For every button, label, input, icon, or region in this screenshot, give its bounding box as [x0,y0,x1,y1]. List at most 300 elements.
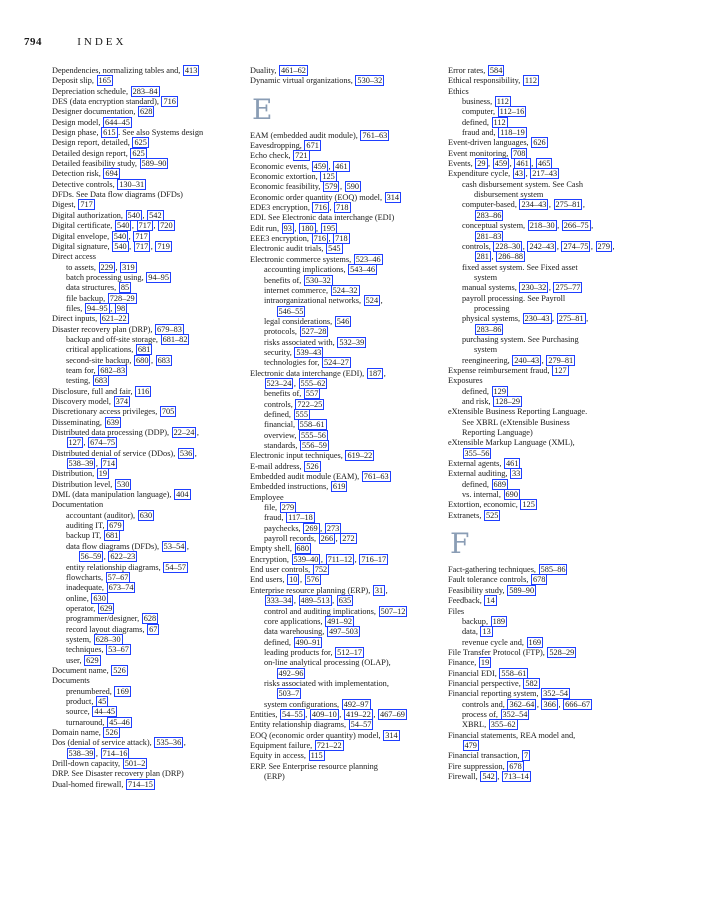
page-reference-link[interactable]: 512–17 [337,647,363,657]
page-reference-link[interactable]: 626 [533,138,546,148]
page-reference-link[interactable]: 644–45 [104,117,130,127]
page-reference-link[interactable]: 187 [368,368,382,378]
index-subentry: backup and off-site storage, 681–82 [66,334,188,344]
page-reference-link[interactable]: 714 [102,459,115,469]
page-reference-link[interactable]: 589–90 [509,585,535,595]
page-reference-link[interactable]: 546–55 [278,306,304,316]
section-letter: E [252,92,273,126]
page-reference-link[interactable]: 557 [305,389,319,399]
index-subentry [448,741,638,751]
page-reference-link[interactable]: 524–27 [324,358,349,368]
index-subentry: defined, 112 [462,117,506,127]
page-reference-link[interactable]: 716 [163,97,176,107]
page-reference-link[interactable]: 690 [505,490,518,500]
index-entry: Exposures [448,376,483,386]
page-reference-link[interactable]: 555–62 [300,378,326,388]
page-reference-link[interactable]: 523–46 [355,254,381,264]
page-reference-link[interactable]: 526 [113,665,126,675]
page-reference-link[interactable]: 524 [365,296,379,306]
index-entry: Digital certificate, 540 , 717 , 720 [52,221,173,231]
page-reference-link[interactable]: 489–513 [300,596,330,606]
page-reference-link[interactable]: 366 [543,699,556,709]
page-reference-link[interactable]: 540 [113,231,127,241]
index-entry: Detailed design report, 625 [52,148,145,158]
page-reference-link[interactable]: 711–12 [327,554,353,564]
index-subentry: user, 629 [66,655,99,665]
page-reference-link[interactable]: 761–63 [363,472,389,482]
index-entry: Dos (denial of service attack), 535–36 , [52,738,186,748]
page-reference-link[interactable]: 286–88 [498,252,523,262]
index-subentry: turnaround, 45–46 [66,717,130,727]
page-reference-link[interactable]: 128–29 [495,397,521,406]
index-entry: eXtensible Business Reporting Language. [448,407,588,417]
index-entry: Detective controls, 130–31 [52,179,145,189]
page-reference-link[interactable]: 589–90 [141,159,167,169]
page-reference-link[interactable]: 681 [105,531,119,541]
page-reference-link[interactable]: 628–30 [95,634,121,644]
page-reference-link[interactable]: 269 [305,523,318,533]
page-reference-link[interactable]: 7 [524,751,529,761]
page-reference-link[interactable]: 492–96 [278,668,304,678]
page-reference-link[interactable]: 45 [98,696,107,706]
page-reference-link[interactable]: 115 [310,751,323,761]
page-reference-link[interactable]: 461 [335,161,348,171]
page-reference-link[interactable]: 678 [509,761,522,771]
index-entry: Digital envelope, 540 , 717 [52,231,148,241]
page-reference-link[interactable]: 180 [301,223,314,233]
page-reference-link[interactable]: 266 [320,534,334,544]
page-reference-link[interactable]: 555 [295,409,308,419]
page-reference-link[interactable]: 33 [512,469,521,479]
index-entry: EAM (embedded audit module), 761–63 [250,130,388,140]
page-reference-link[interactable]: 112 [496,97,509,107]
page-reference-link[interactable]: 333–34 [266,596,292,606]
page-reference-link[interactable]: 532–39 [339,337,365,347]
page-reference-link[interactable]: 543–46 [350,265,376,275]
index-subentry: 538–39 , 714–16 [68,748,128,758]
page-reference-link[interactable]: 45–46 [109,717,130,727]
index-entry: Encryption, 539–40 , 711–12 , 716–17 [250,554,387,564]
page-reference-link[interactable]: 680 [296,544,309,554]
page-reference-link[interactable]: 234–43 [521,200,547,210]
page-reference-link[interactable]: 630 [139,510,153,520]
index-subentry: data warehousing, 497–503 [264,627,358,637]
page-reference-link[interactable]: 761–63 [362,130,388,140]
page-reference-link[interactable]: 530 [116,479,130,489]
index-entry: Economic extortion, 125 [250,172,335,182]
page-reference-link[interactable]: 545 [328,244,341,254]
page-reference-link[interactable]: 542 [482,772,495,781]
index-subentry: operator, 629 [66,603,113,613]
page-reference-link[interactable]: 125 [322,172,335,182]
page-reference-link[interactable]: 689 [493,479,506,489]
page-reference-link[interactable]: 556–59 [302,441,327,450]
page-reference-link[interactable]: 678 [532,575,546,585]
index-entry: Economic events, 459 , 461 [250,161,348,171]
page-reference-link[interactable]: 129 [493,386,506,396]
page-reference-link[interactable]: 130–31 [119,179,145,189]
page-reference-link[interactable]: 625 [132,148,145,158]
page-reference-link[interactable]: 576 [306,575,320,585]
index-subentry: auditing IT, 679 [66,521,122,531]
page-reference-link[interactable]: 671 [306,141,319,151]
page-reference-link[interactable]: 98 [116,303,126,313]
page-reference-link[interactable]: 165 [98,76,111,86]
page-reference-link[interactable]: 679 [109,521,122,531]
page-reference-link[interactable]: 125 [522,500,535,510]
page-reference-link[interactable]: 585–86 [540,565,566,575]
page-reference-link[interactable]: 621–22 [101,314,127,324]
page-reference-link[interactable]: 530–32 [357,76,383,86]
page-reference-link[interactable]: 582 [525,678,538,688]
page-reference-link[interactable]: 538–39 [68,459,94,469]
index-subentry: fraud, 117–18 [264,513,313,523]
index-entry: Domain name, 526 [52,728,118,737]
page-reference-link[interactable]: 679–83 [157,324,182,334]
page-reference-link[interactable]: 242–43 [529,241,555,251]
page-reference-link[interactable]: 22–24 [173,428,195,438]
page-reference-link[interactable]: 169 [528,637,541,647]
page-reference-link[interactable]: 540 [127,210,140,220]
index-subentry: core applications, 491–92 [264,616,352,626]
page-reference-link[interactable]: 112 [524,76,537,86]
index-entry: Enterprise resource planning (ERP), 31 , [250,585,388,595]
page-reference-link[interactable]: 266–75 [563,221,589,231]
index-subentry: files, 94–95 , 98 [66,303,126,313]
index-subentry: reengineering, 240–43 , 279–81 [462,355,574,365]
page-reference-link[interactable]: 56–59 [80,552,102,562]
index-entry: Economic feasibility, 579 , 590 [250,182,360,192]
index-entry: Financial transaction, 7 [448,751,529,761]
index-entry: Digital authorization, 540 , 542 [52,210,162,220]
page-reference-link[interactable]: 717 [138,221,151,231]
page-reference-link[interactable]: 229 [100,262,113,272]
page-reference-link[interactable]: 281–83 [476,231,502,241]
page-reference-link[interactable]: 540 [116,221,130,231]
page-reference-link[interactable]: 19 [98,469,108,479]
page-reference-link[interactable]: 501–2 [124,759,146,769]
page-reference-link[interactable]: 465 [537,159,551,169]
page-reference-link[interactable]: 195 [322,223,336,233]
page-reference-link[interactable]: 279 [281,503,295,513]
index-entry: Equity in access, 115 [250,751,323,761]
index-entry: Electronic input techniques, 619–22 [250,451,373,461]
page-reference-link[interactable]: 503–7 [278,689,300,699]
page-reference-link[interactable]: 629 [86,655,99,665]
page-reference-link[interactable]: 54–55 [282,709,303,719]
page-reference-link[interactable]: 281 [476,252,489,262]
page-reference-link[interactable]: 127 [554,365,567,375]
page-reference-link[interactable]: 539–40 [293,554,319,564]
page-reference-link[interactable]: 230–32 [521,283,547,293]
page-reference-link[interactable]: 527–28 [301,327,327,337]
page-reference-link[interactable]: 625 [134,138,147,148]
index-subentry: programmer/designer, 628 [66,614,157,624]
page-reference-link[interactable]: 230–43 [524,314,550,324]
page-reference-link[interactable]: 274–75 [563,241,589,251]
index-entry: Dual-homed firewall, 714–15 [52,779,153,789]
page-reference-link[interactable]: 374 [115,397,129,406]
page-reference-link[interactable]: 528–29 [549,647,575,657]
page-reference-link[interactable]: 413 [184,66,198,75]
index-subentry: backup, 189 [462,616,506,626]
page-reference-link[interactable]: 13 [482,627,491,637]
index-entry: Embedded audit module (EAM), 761–63 [250,472,389,482]
page-reference-link[interactable]: 44–45 [94,707,116,717]
index-subentry: financial, 558–61 [264,420,325,430]
page-reference-link[interactable]: 461 [506,459,519,469]
page-reference-link[interactable]: 228–30 [495,241,521,251]
page-reference-link[interactable]: 681–82 [162,334,188,344]
page-reference-link[interactable]: 94–95 [148,272,169,282]
page-reference-link[interactable]: 536 [179,448,193,458]
page-reference-link[interactable]: 714–15 [128,779,153,789]
index-subentry: file, 279 [264,503,295,513]
page-reference-link[interactable]: 558–61 [299,420,325,430]
page-reference-link[interactable]: 117–18 [288,513,313,523]
page-reference-link[interactable]: 639 [106,417,120,427]
index-subentry: risks associated with, 532–39 [264,337,365,347]
page-reference-link[interactable]: 526 [306,461,319,471]
page-reference-link[interactable]: 728–29 [109,293,135,303]
page-reference-link[interactable]: 539–43 [296,347,322,357]
page-reference-link[interactable]: 279 [597,241,610,251]
page-reference-link[interactable]: 491–92 [327,616,352,626]
index-entry: Employee [250,492,284,502]
page-reference-link[interactable]: 558–61 [501,668,527,678]
index-subentry: 333–34 , 489–513 , 635 [266,596,352,606]
page-reference-link[interactable]: 53–67 [108,645,129,655]
page-reference-link[interactable]: 524–32 [332,285,358,295]
index-subentry: entity relationship diagrams, 54–57 [66,562,187,572]
page-reference-link[interactable]: 683 [94,376,108,386]
page-reference-link[interactable]: 721–22 [316,740,342,750]
page-reference-link[interactable]: 718 [335,234,348,244]
page-reference-link[interactable]: 362–64 [509,699,535,709]
page-reference-link[interactable]: 112–16 [499,107,525,117]
page-reference-link[interactable]: 694 [105,169,118,179]
page-reference-link[interactable]: 57–67 [107,572,129,582]
page-reference-link[interactable]: 705 [161,407,175,417]
index-entry: Files [448,606,465,616]
page-reference-link[interactable]: 319 [122,262,135,272]
page-reference-link[interactable]: 53–54 [163,541,185,551]
index-entry: Ethics [448,86,469,96]
page-reference-link[interactable]: 67 [149,624,158,634]
index-entry: Financial reporting system, 352–54 [448,689,569,699]
page-reference-link[interactable]: 54–57 [350,720,372,730]
index-subentry: cash disbursement system. See Cash [462,179,583,189]
index-subentry: to assets, 229 , 319 [66,262,135,272]
page-reference-link[interactable]: 461–62 [281,66,306,75]
page-reference-link[interactable]: 93 [283,223,292,233]
page-reference-link[interactable]: 497–503 [328,627,358,637]
index-subentry: defined, 555 [264,409,308,419]
page-reference-link[interactable]: 546 [336,316,350,326]
index-entry: Echo check, 721 [250,151,308,161]
page-reference-link[interactable]: 189 [492,616,506,626]
index-entry: External auditing, 33 [448,469,521,479]
index-entry: Firewall, 542 , 713–14 [448,772,529,781]
page-reference-link[interactable]: 717 [135,241,149,251]
page-reference-link[interactable]: 628 [143,614,157,624]
index-entry: Event-driven languages, 626 [448,138,546,148]
page-reference-link[interactable]: 240–43 [514,355,540,365]
index-entry: Digest, 717 [52,200,93,210]
index-entry: Distributed data processing (DDP), 22–24 , [52,428,199,438]
page-reference-link[interactable]: 352–54 [543,689,569,699]
page-reference-link[interactable]: 526 [105,728,118,737]
page-reference-link[interactable]: 409–10 [311,709,337,719]
page-reference-link[interactable]: 718 [336,203,349,213]
index-entry: Documents [52,676,90,686]
page-reference-link[interactable]: 118–19 [500,128,525,138]
page-reference-link[interactable]: 717 [135,231,148,241]
index-subentry: Reporting Language) [462,428,533,438]
page-reference-link[interactable]: 630 [93,593,106,603]
page-reference-link[interactable]: 283–84 [132,86,158,96]
page-reference-link[interactable]: 54–57 [165,562,187,572]
page-reference-link[interactable]: 507–12 [380,606,406,616]
page-reference-link[interactable]: 530–32 [305,275,331,285]
page-reference-link[interactable]: 169 [116,686,129,696]
index-subentry: manual systems, 230–32 , 275–77 [462,283,581,293]
index-subentry: control and auditing implications, 507–12 [264,606,406,616]
page-reference-link[interactable]: 127 [68,438,81,448]
page-reference-link[interactable]: 112 [493,117,506,127]
page-reference-link[interactable]: 622–23 [110,552,136,562]
index-subentry: paychecks, 269 , 273 [264,523,340,533]
page-reference-link[interactable]: 43 [514,169,524,179]
page-reference-link[interactable]: 404 [176,490,189,500]
index-entry: Distribution level, 530 [52,479,130,489]
page-reference-link[interactable]: 279–81 [548,355,574,365]
index-subentry: computer-based, 234–43 , 275–81 , [462,200,585,210]
page-reference-link[interactable]: 272 [342,534,355,544]
index-entry: Electronic audit trials, 545 [250,244,341,254]
page-reference-link[interactable]: 716 [314,203,327,213]
page-reference-link[interactable]: 719 [157,241,170,251]
page-reference-link[interactable]: 555–56 [300,430,326,440]
page-reference-link[interactable]: 635 [338,596,352,606]
page-reference-link[interactable]: 721 [295,151,308,161]
page-reference-link[interactable]: 722–25 [297,399,323,409]
page-reference-link[interactable]: 355–56 [464,448,490,458]
page-reference-link[interactable]: 538–39 [68,748,94,758]
index-subentry: source, 44–45 [66,707,116,717]
index-subentry: 281 , 286–88 [476,252,523,262]
page-reference-link[interactable]: 542 [149,210,162,220]
page-reference-link[interactable]: 283–86 [476,210,502,220]
page-reference-link[interactable]: 273 [326,523,340,533]
page-reference-link[interactable]: 31 [374,585,384,595]
page-reference-link[interactable]: 490–91 [295,637,321,647]
page-reference-link[interactable]: 714–16 [102,748,128,758]
page-reference-link[interactable]: 218–30 [529,221,555,231]
index-entry: Direct inputs, 621–22 [52,314,127,324]
page-reference-link[interactable]: 590 [346,182,360,192]
page-reference-link[interactable]: 584 [489,66,503,75]
page-reference-link[interactable]: 683 [157,355,171,365]
page-reference-link[interactable]: 716–17 [361,554,387,564]
index-entry: Events, 29 , 459 , 461 , 465 [448,159,551,169]
index-entry: Embedded instructions, 619 [250,482,346,492]
page-reference-link[interactable]: 535–36 [156,738,182,748]
page-reference-link[interactable]: 492–97 [343,699,369,709]
page-reference-link[interactable]: 314 [385,730,398,740]
page-reference-link[interactable]: 717 [80,200,93,210]
page-reference-link[interactable]: 94–95 [86,303,108,313]
index-subentry: benefits of, 530–32 [264,275,331,285]
page-reference-link[interactable]: 579 [325,182,338,192]
page-reference-link[interactable]: 615 [103,128,116,138]
page-reference-link[interactable]: 540 [114,241,127,251]
page-reference-link[interactable]: 29 [477,159,486,169]
page-reference-link[interactable]: 275–81 [558,314,584,324]
page-reference-link[interactable]: 314 [386,192,400,202]
page-reference-link[interactable]: 619 [332,482,346,492]
page-reference-link[interactable]: 85 [120,283,130,293]
index-entry: Distribution, 19 [52,469,108,479]
page-reference-link[interactable]: 674–75 [90,438,115,448]
page-reference-link[interactable]: 680 [136,355,149,365]
page-reference-link[interactable]: 461 [516,159,529,169]
page-reference-link[interactable]: 681 [137,345,151,355]
page-reference-link[interactable]: 628 [139,107,153,117]
page-reference-link[interactable]: 14 [486,596,495,606]
page-reference-link[interactable]: 708 [512,148,526,158]
page-reference-link[interactable]: 673–74 [108,583,134,593]
index-subentry: processing [474,303,510,313]
page-reference-link[interactable]: 523–24 [266,378,292,388]
index-subentry: fixed asset system. See Fixed asset [462,262,578,272]
index-entry: Dynamic virtual organizations, 530–32 [250,76,383,86]
index-subentry: system, 628–30 [66,634,121,644]
index-entry: Distributed denial of service (DDos), 536 , [52,448,197,458]
page-reference-link[interactable]: 10 [289,575,298,585]
page-reference-link[interactable]: 459 [494,159,508,169]
page-reference-link[interactable]: 217–43 [532,169,558,179]
index-entry: Expense reimbursement fraud, 127 [448,365,567,375]
page-reference-link[interactable]: 116 [137,386,150,396]
page-reference-link[interactable]: 629 [99,603,113,613]
page-reference-link[interactable]: 355–62 [490,720,516,730]
page-reference-link[interactable]: 467–69 [380,709,405,719]
page-reference-link[interactable]: 283–86 [476,324,502,334]
page-reference-link[interactable]: 720 [160,221,173,231]
page-reference-link[interactable]: 666–67 [565,699,590,709]
page-reference-link[interactable]: 752 [314,565,328,575]
index-subentry: on-line analytical processing (OLAP), [264,658,391,668]
page-reference-link[interactable]: 619–22 [347,451,373,461]
index-subentry: 127 , 674–75 [68,438,115,448]
page-reference-link[interactable]: 275–77 [555,283,581,293]
page-reference-link[interactable]: 352–54 [502,709,528,719]
page-reference-link[interactable]: 419–22 [345,709,371,719]
index-subentry: system [474,345,498,355]
page-reference-link[interactable]: 275–81 [555,200,581,210]
page-reference-link[interactable]: 713–14 [503,772,529,781]
page-reference-link[interactable]: 19 [480,658,490,668]
index-subentry: defined, 490–91 [264,637,321,647]
page-reference-link[interactable]: 682–83 [100,365,126,375]
index-entry: EDE3 encryption, 716 , 718 [250,203,349,213]
page-reference-link[interactable]: 479 [464,740,477,750]
page-reference-link[interactable]: 716 [313,234,327,244]
index-subentry: protocols, 527–28 [264,327,327,337]
page-reference-link[interactable]: 459 [313,161,327,171]
page-reference-link[interactable]: 525 [485,510,499,520]
